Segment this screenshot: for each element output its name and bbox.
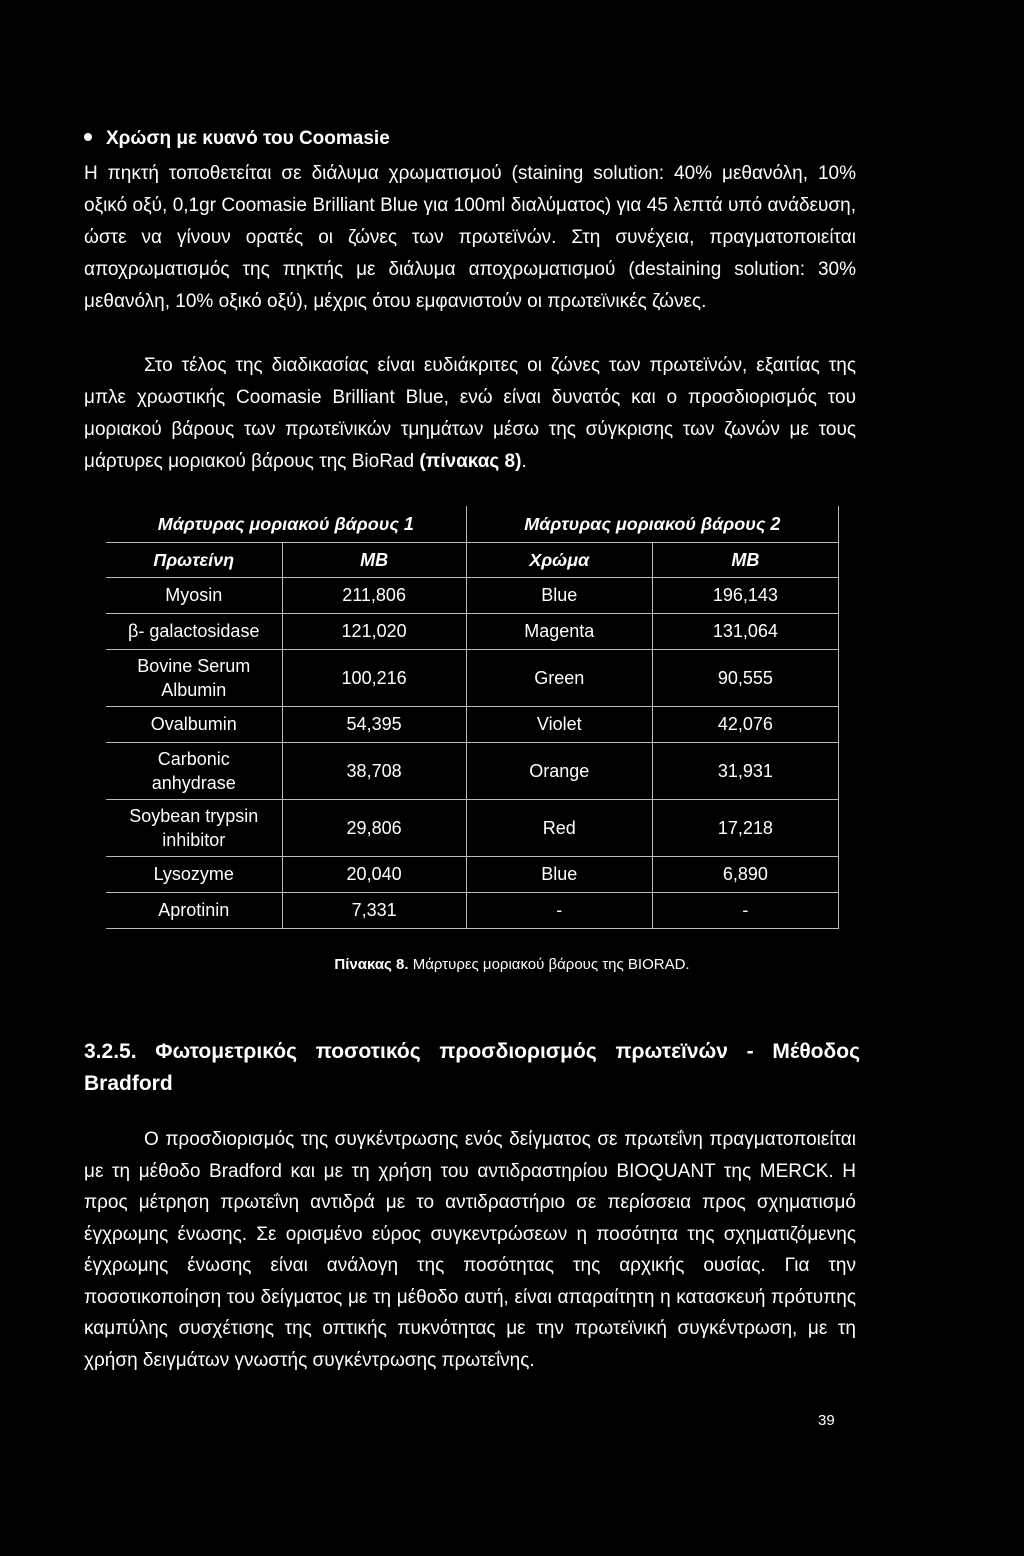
protein-name-line2: anhydrase xyxy=(151,773,236,793)
table-row xyxy=(106,650,839,707)
protein-cell: Lysozyme xyxy=(106,857,282,893)
color-cell: Blue xyxy=(466,578,652,614)
bullet-heading xyxy=(84,126,390,152)
paragraph-bradford: Ο προσδιορισμός της συγκέντρωσης ενός δείγματος σε πρωτεΐνη πραγματοποιείται με τη μέθοδο Bradford και με τη χρήση του αντιδραστηρίου BIOQUANT της MERCK. Η προς μέτρηση πρωτεΐνη αντιδρά με το αντιδραστήριο σε περίσσεια προς σχηματισμό έγχρωμης ένωσης. Σε ορισμένο εύρος συγκεντρώσεων η ποσότητα της σχηματιζόμενης έγχρωμης ένωσης είναι ανάλογη της ποσότητας της αρχικής ουσίας. Για την ποσοτικοποίηση του δείγματος με τη μέθοδο αυτή, είναι απαραίτητη η κατασκευή πρότυπης καμπύλης συσχέτισης της οπτικής πυκνότητας με την πρωτεϊνική συγκέντρωση, με τη χρήση δειγμάτων γνωστής συγκέντρωσης πρωτεΐνης. xyxy=(84,1129,856,1371)
mw1-cell: 38,708 xyxy=(282,743,466,800)
paragraph-bands-end: . xyxy=(521,451,527,472)
mw1-cell: 100,216 xyxy=(282,650,466,707)
table-row xyxy=(106,893,839,929)
molecular-weight-table xyxy=(106,506,839,929)
mw1-cell: 7,331 xyxy=(282,893,466,929)
col-protein-header: Πρωτείνη xyxy=(106,543,282,578)
protein-cell xyxy=(106,800,282,857)
color-cell: Green xyxy=(466,650,652,707)
table-reference: (πίνακας 8) xyxy=(419,451,522,472)
mw2-cell: 17,218 xyxy=(652,800,838,857)
table-row xyxy=(106,578,839,614)
mw2-cell: 42,076 xyxy=(652,707,838,743)
protein-cell: Aprotinin xyxy=(106,893,282,929)
section-heading: 3.2.5. Φωτομετρικός ποσοτικός προσδιορισμός πρωτεϊνών - Μέθοδος Bradford xyxy=(84,1040,860,1095)
mw1-cell: 121,020 xyxy=(282,614,466,650)
table-row xyxy=(106,707,839,743)
mw2-cell: 196,143 xyxy=(652,578,838,614)
color-cell: - xyxy=(466,893,652,929)
group2-title: Μάρτυρας μοριακού βάρους 2 xyxy=(466,506,838,543)
col-color-header: Χρώμα xyxy=(466,543,652,578)
table-row xyxy=(106,800,839,857)
mw2-cell: - xyxy=(652,893,838,929)
mw1-cell: 29,806 xyxy=(282,800,466,857)
col-mw1-header: MB xyxy=(282,543,466,578)
mw2-cell: 131,064 xyxy=(652,614,838,650)
mw2-cell: 90,555 xyxy=(652,650,838,707)
mw1-cell: 54,395 xyxy=(282,707,466,743)
color-cell: Blue xyxy=(466,857,652,893)
protein-name-line2: inhibitor xyxy=(162,830,226,850)
protein-name-line1: Bovine Serum xyxy=(137,656,251,676)
protein-cell: Ovalbumin xyxy=(106,707,282,743)
protein-cell: Myosin xyxy=(106,578,282,614)
protein-cell xyxy=(106,650,282,707)
caption-label: Πίνακας 8. xyxy=(334,956,409,973)
table-column-header-row xyxy=(106,543,839,578)
page-number: 39 xyxy=(818,1412,835,1429)
color-cell: Red xyxy=(466,800,652,857)
table-row xyxy=(106,857,839,893)
mw2-cell: 31,931 xyxy=(652,743,838,800)
protein-name-line2: Albumin xyxy=(161,680,227,700)
paragraph-staining: Η πηκτή τοποθετείται σε διάλυμα χρωματισμού (staining solution: 40% μεθανόλη, 10% οξικό οξύ, 0,1gr Coomasie Brilliant Blue για 100ml διαλύματος) για 45 λεπτά υπό ανάδευση, ώστε να γίνουν ορατές οι ζώνες των πρωτεϊνών. Στη συνέχεια, πραγματοποιείται αποχρωματισμός της πηκτής με διάλυμα αποχρωματισμού (destaining solution: 30% μεθανόλη, 10% οξικό οξύ), μέχρις ότου εμφανιστούν οι πρωτεϊνικές ζώνες. xyxy=(84,163,856,312)
bullet-dot-icon xyxy=(84,133,92,141)
bullet-heading-text: Χρώση με κυανό του Coomasie xyxy=(106,128,390,149)
protein-cell xyxy=(106,743,282,800)
table-caption xyxy=(0,956,1024,973)
mw1-cell: 211,806 xyxy=(282,578,466,614)
color-cell: Violet xyxy=(466,707,652,743)
protein-cell: β- galactosidase xyxy=(106,614,282,650)
col-mw2-header: MB xyxy=(652,543,838,578)
color-cell: Orange xyxy=(466,743,652,800)
paragraph-bands-text: Στο τέλος της διαδικασίας είναι ευδιάκριτες οι ζώνες των πρωτεϊνών, εξαιτίας της μπλε χρωστικής Coomasie Brilliant Blue, ενώ είναι δυνατός και ο προσδιορισμός του μοριακού βάρους των πρωτεϊνικών τμημάτων μέσω της σύγκρισης των ζωνών με τους μάρτυρες μοριακού βάρους της BioRad xyxy=(84,355,856,472)
caption-text: Μάρτυρες μοριακού βάρους της BIORAD. xyxy=(408,956,690,973)
mw1-cell: 20,040 xyxy=(282,857,466,893)
group1-title: Μάρτυρας μοριακού βάρους 1 xyxy=(106,506,466,543)
mw2-cell: 6,890 xyxy=(652,857,838,893)
color-cell: Magenta xyxy=(466,614,652,650)
table-group-header-row xyxy=(106,506,839,543)
table-row xyxy=(106,743,839,800)
paragraph-bands xyxy=(84,350,856,478)
table-row xyxy=(106,614,839,650)
protein-name-line1: Carbonic xyxy=(157,749,230,769)
protein-name-line1: Soybean trypsin xyxy=(129,806,259,826)
